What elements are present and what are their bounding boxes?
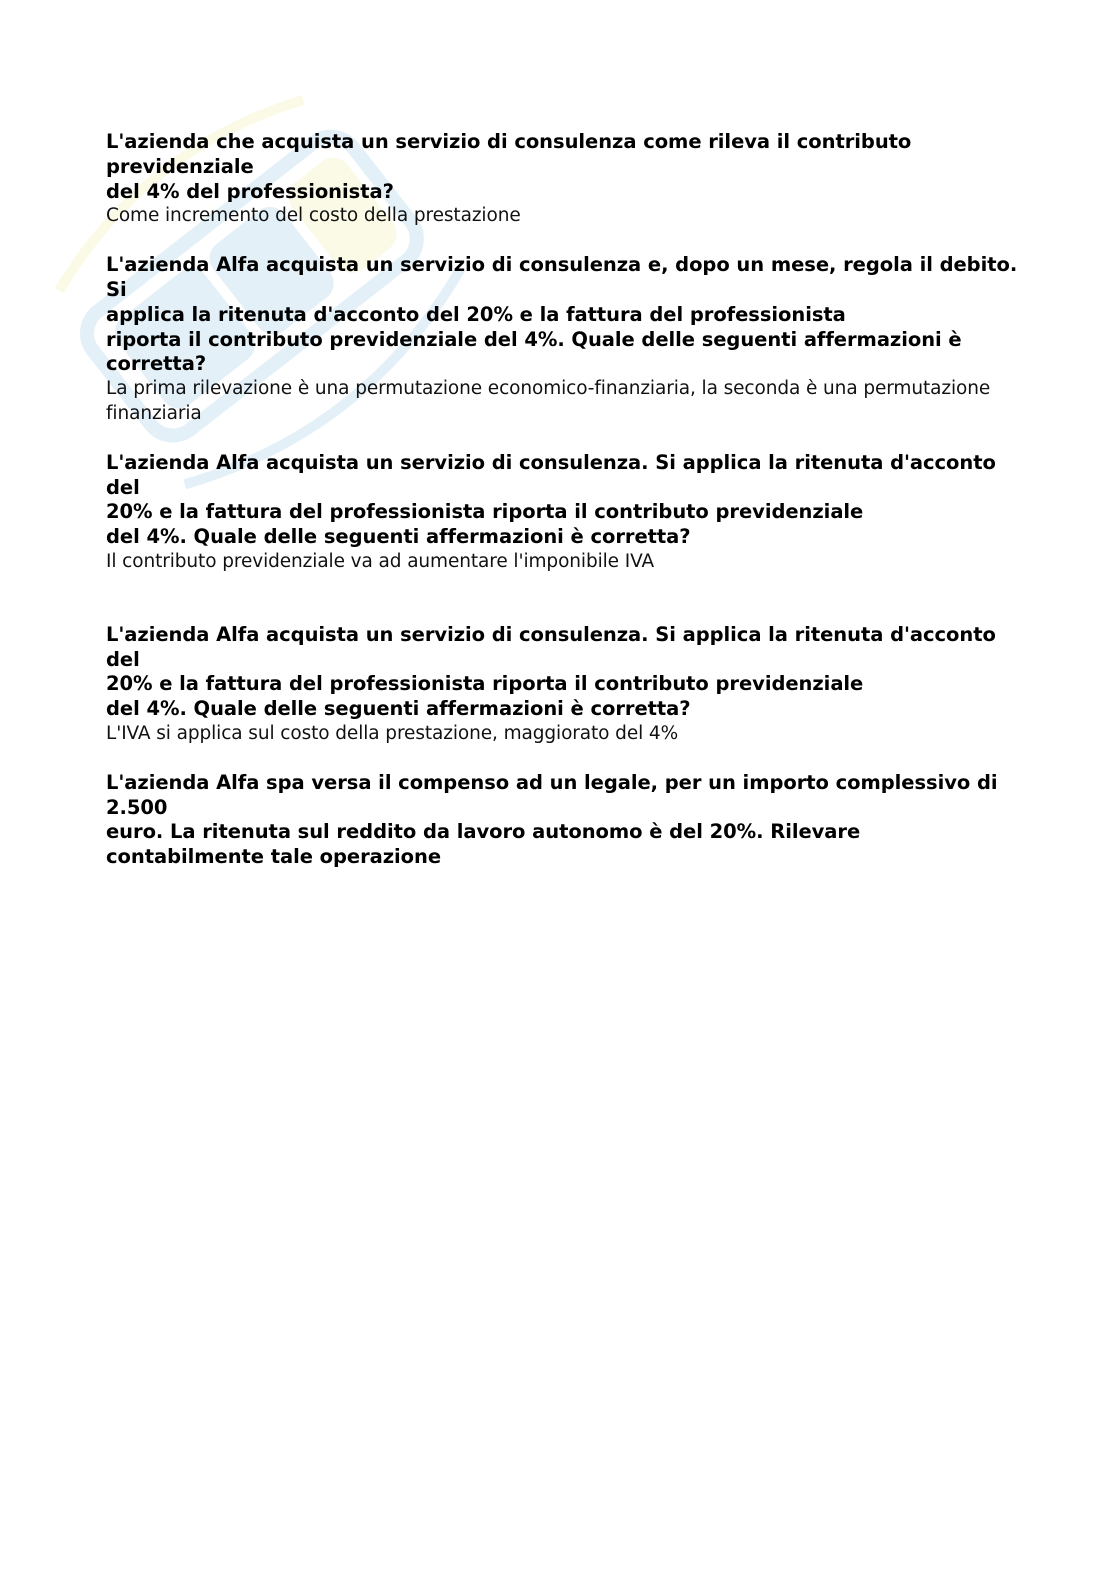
spacer — [106, 427, 1026, 451]
spacer — [106, 575, 1026, 623]
question-text: L'azienda che acquista un servizio di consulenza come rileva il contributo previdenziale del 4% del professionista? — [106, 130, 912, 203]
qa-item-5 — [106, 771, 1026, 870]
qa-item-4 — [106, 623, 1026, 747]
question-text: L'azienda Alfa spa versa il compenso ad un legale, per un importo complessivo di 2.500 euro. La ritenuta sul reddito da lavoro autonomo è del 20%. Rilevare contabilmente tale operazione — [106, 770, 998, 869]
qa-item-2 — [106, 253, 1026, 427]
question-text: L'azienda Alfa acquista un servizio di consulenza e, dopo un mese, regola il debito. Si applica la ritenuta d'acconto del 20% e la fattura del professionista riporta il contributo previdenziale del 4%. Quale delle seguenti affermazioni è corretta? — [106, 253, 1018, 376]
question-text: L'azienda Alfa acquista un servizio di consulenza. Si applica la ritenuta d'acconto del 20% e la fattura del professionista riporta il contributo previdenziale del 4%. Quale delle seguenti affermazioni è corretta? — [106, 450, 996, 549]
spacer — [106, 229, 1026, 253]
answer-text: Il contributo previdenziale va ad aumentare l'imponibile IVA — [106, 550, 655, 572]
answer-text: Come incremento del costo della prestazione — [106, 205, 521, 227]
answer-text: La prima rilevazione è una permutazione economico-finanziaria, la seconda è una permutazione finanziaria — [106, 378, 991, 424]
answer-text: L'IVA si applica sul costo della prestazione, maggiorato del 4% — [106, 722, 679, 744]
question-text: L'azienda Alfa acquista un servizio di consulenza. Si applica la ritenuta d'acconto del 20% e la fattura del professionista riporta il contributo previdenziale del 4%. Quale delle seguenti affermazioni è corretta? — [106, 622, 996, 721]
qa-item-1 — [106, 130, 1026, 229]
document-body — [106, 130, 1026, 870]
qa-item-3 — [106, 451, 1026, 575]
spacer — [106, 747, 1026, 771]
